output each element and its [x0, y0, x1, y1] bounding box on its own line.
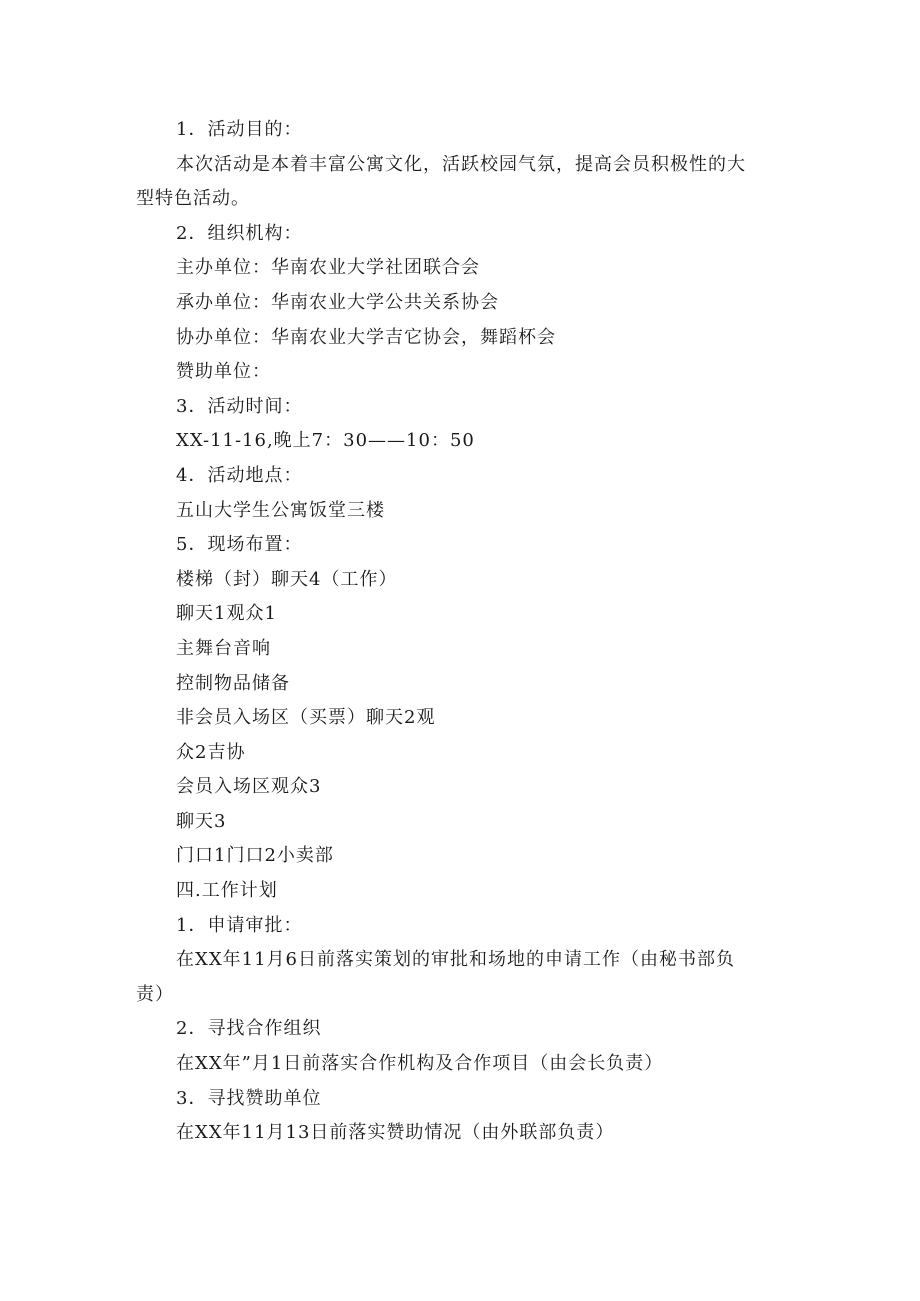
plan-heading-partners: 2．寻找合作组织 [176, 1018, 322, 1040]
document-body [136, 113, 786, 1151]
plan-sponsors-body: 在XX年11月13日前落实赞助情况（由外联部负责） [176, 1122, 615, 1144]
layout-line: 众2吉协 [176, 741, 246, 763]
paragraph-line: 在XX年11月6日前落实策划的审批和场地的申请工作（由秘书部负 [176, 949, 735, 971]
layout-line: 楼梯（封）聊天4（工作） [176, 568, 398, 590]
plan-partners-body: 在XX年”月1日前落实合作机构及合作项目（由会长负责） [176, 1053, 664, 1075]
paragraph-line: 本次活动是本着丰富公寓文化，活跃校园气氛，提高会员积极性的大 [176, 153, 746, 175]
layout-line: 聊天1观众1 [176, 603, 277, 625]
paragraph-purpose [136, 148, 786, 217]
paragraph-line: 型特色活动。 [136, 188, 250, 210]
sponsor-unit: 赞助单位： [176, 361, 271, 383]
host-unit: 主办单位：华南农业大学社团联合会 [176, 257, 480, 279]
co-organizer-unit: 协办单位：华南农业大学吉它协会，舞蹈杯会 [176, 326, 556, 348]
layout-line: 主舞台音响 [176, 637, 271, 659]
plan-heading-sponsors: 3．寻找赞助单位 [176, 1087, 322, 1109]
plan-heading-approval: 1．申请审批： [176, 914, 303, 936]
layout-line: 控制物品储备 [176, 672, 290, 694]
section-heading-location: 4．活动地点： [176, 464, 303, 486]
layout-line: 会员入场区观众3 [176, 776, 322, 798]
event-location: 五山大学生公寓饭堂三楼 [176, 499, 385, 521]
section-heading-work-plan: 四.工作计划 [176, 880, 278, 902]
event-time: XX-11-16,晚上7：30——10：50 [176, 430, 475, 452]
section-heading-organization: 2．组织机构： [176, 222, 303, 244]
layout-line: 门口1门口2小卖部 [176, 845, 334, 867]
section-heading-purpose: 1．活动目的： [176, 119, 303, 140]
layout-line: 聊天3 [176, 810, 227, 832]
paragraph-line: 责） [136, 983, 174, 1005]
layout-line: 非会员入场区（买票）聊天2观 [176, 707, 436, 729]
organizer-unit: 承办单位：华南农业大学公共关系协会 [176, 291, 499, 313]
paragraph-approval [136, 943, 786, 1012]
section-heading-layout: 5．现场布置： [176, 534, 303, 556]
section-heading-time: 3．活动时间： [176, 395, 303, 417]
